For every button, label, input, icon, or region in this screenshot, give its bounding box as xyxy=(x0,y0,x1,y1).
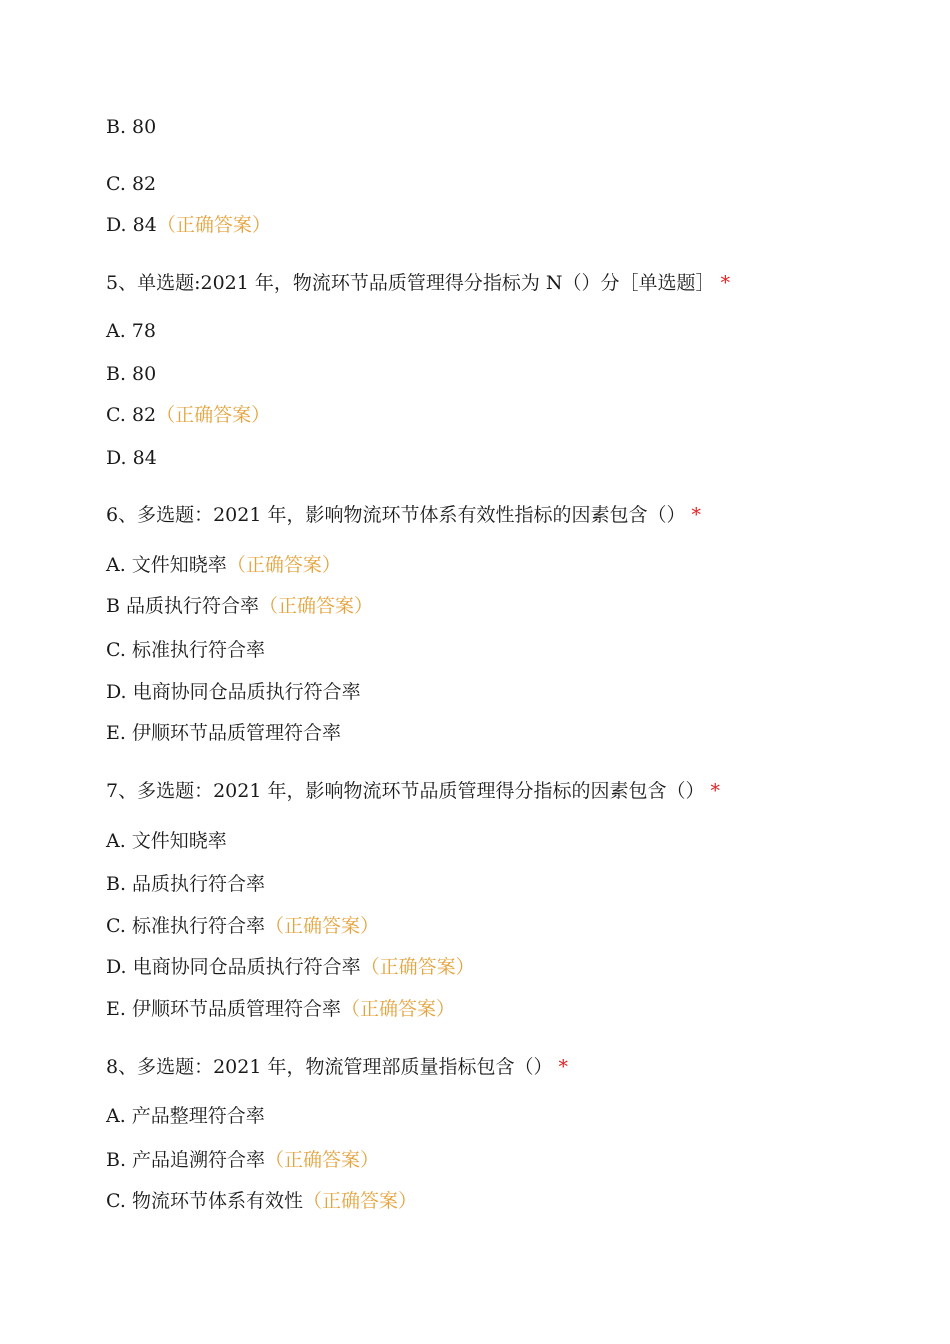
line-text: D. 84 xyxy=(106,214,157,236)
option-b-q7 xyxy=(106,872,265,896)
option-d-q6 xyxy=(106,680,361,704)
line-text: C. 物流环节体系有效性 xyxy=(106,1190,303,1212)
option-b-q4 xyxy=(106,115,156,139)
line-text: E. 伊顺环节品质管理符合率 xyxy=(106,998,341,1020)
option-a-q6 xyxy=(106,553,341,577)
required-asterisk: * xyxy=(720,272,731,294)
line-text: A. 产品整理符合率 xyxy=(106,1105,265,1127)
question-7 xyxy=(106,779,720,803)
correct-answer-tag: （正确答案） xyxy=(226,554,341,576)
option-a-q8 xyxy=(106,1104,265,1128)
option-a-q7 xyxy=(106,829,227,853)
line-text: A. 78 xyxy=(106,320,156,342)
correct-answer-tag: （正确答案） xyxy=(156,214,271,236)
option-c-q8 xyxy=(106,1189,417,1213)
option-c-q5 xyxy=(106,403,270,427)
line-text: D. 84 xyxy=(106,447,157,469)
question-6 xyxy=(106,503,701,527)
correct-answer-tag: （正确答案） xyxy=(259,595,374,617)
question-text: 8、多选题：2021 年，物流管理部质量指标包含（） xyxy=(106,1056,553,1078)
correct-answer-tag: （正确答案） xyxy=(156,404,271,426)
correct-answer-tag: （正确答案） xyxy=(340,998,455,1020)
option-c-q7 xyxy=(106,914,379,938)
line-text: C. 标准执行符合率 xyxy=(106,915,265,937)
line-text: B 品质执行符合率 xyxy=(106,595,260,617)
line-text: A. 文件知晓率 xyxy=(106,830,227,852)
option-d-q4 xyxy=(106,213,271,237)
line-text: D. 电商协同仓品质执行符合率 xyxy=(106,956,361,978)
question-8 xyxy=(106,1055,568,1079)
line-text: C. 82 xyxy=(106,404,157,426)
option-d-q5 xyxy=(106,446,157,470)
option-e-q7 xyxy=(106,997,455,1021)
option-b-q6 xyxy=(106,594,373,618)
option-e-q6 xyxy=(106,721,341,745)
option-c-q6 xyxy=(106,638,265,662)
correct-answer-tag: （正确答案） xyxy=(265,1149,380,1171)
question-text: 7、多选题：2021 年，影响物流环节品质管理得分指标的因素包含（） xyxy=(106,780,705,802)
line-text: B. 品质执行符合率 xyxy=(106,873,266,895)
required-asterisk: * xyxy=(691,504,701,526)
line-text: A. 文件知晓率 xyxy=(106,554,227,576)
correct-answer-tag: （正确答案） xyxy=(264,915,379,937)
required-asterisk: * xyxy=(710,780,720,802)
required-asterisk: * xyxy=(558,1056,568,1078)
line-text: B. 80 xyxy=(106,116,157,138)
line-text: C. 标准执行符合率 xyxy=(106,639,265,661)
question-text: 6、多选题：2021 年，影响物流环节体系有效性指标的因素包含（） xyxy=(106,504,686,526)
option-c-q4 xyxy=(106,172,156,196)
question-text: 5、单选题:2021 年，物流环节品质管理得分指标为 N（）分［单选题］ xyxy=(106,272,715,294)
option-b-q5 xyxy=(106,362,156,386)
option-b-q8 xyxy=(106,1148,379,1172)
line-text: B. 80 xyxy=(106,363,157,385)
question-5 xyxy=(106,271,730,295)
correct-answer-tag: （正确答案） xyxy=(360,956,475,978)
correct-answer-tag: （正确答案） xyxy=(302,1190,417,1212)
line-text: C. 82 xyxy=(106,173,157,195)
line-text: E. 伊顺环节品质管理符合率 xyxy=(106,722,341,744)
line-text: B. 产品追溯符合率 xyxy=(106,1149,266,1171)
option-d-q7 xyxy=(106,955,475,979)
option-a-q5 xyxy=(106,319,156,343)
line-text: D. 电商协同仓品质执行符合率 xyxy=(106,681,361,703)
